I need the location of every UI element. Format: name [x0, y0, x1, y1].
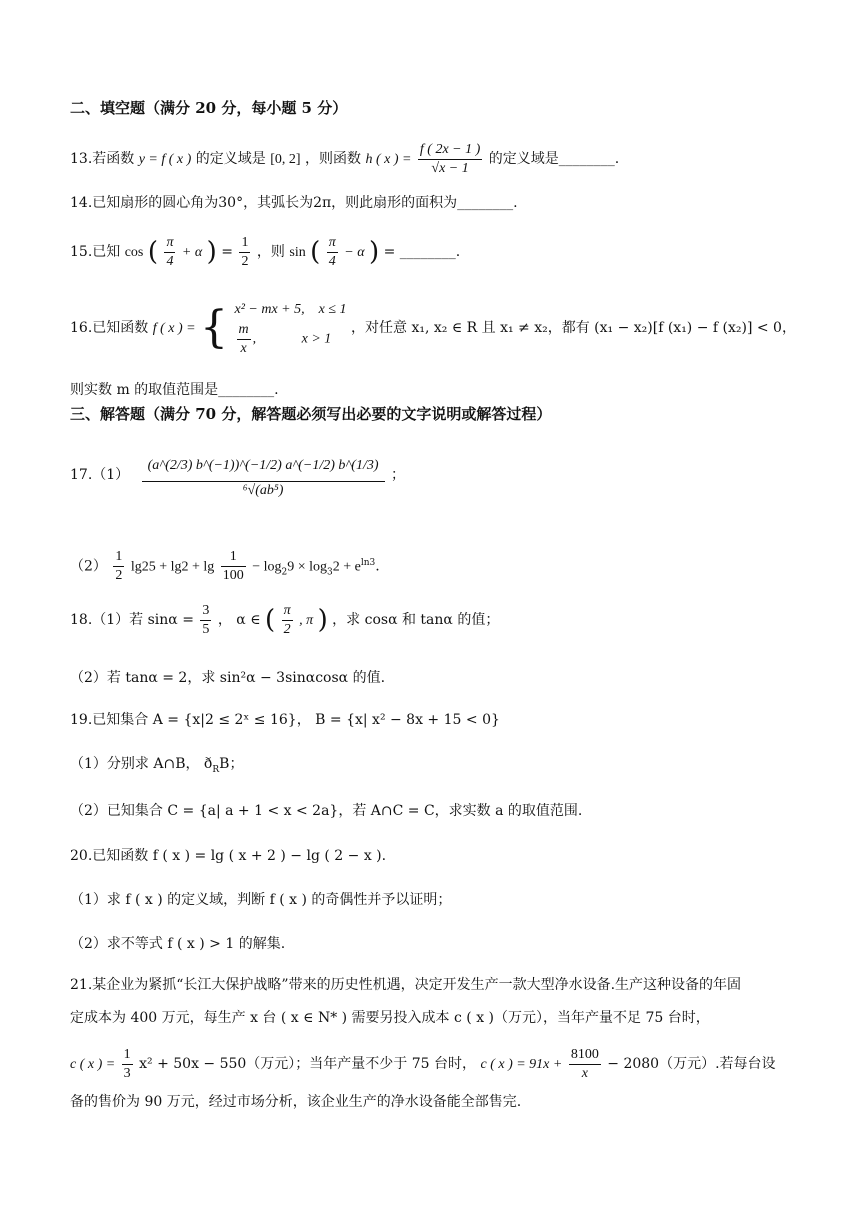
question-text: B； — [219, 756, 244, 772]
denominator: 2 — [115, 568, 123, 584]
question-text: ，求 cosα 和 tanα 的值； — [332, 612, 500, 628]
numerator: π — [327, 234, 338, 253]
section-heading: 三、解答题（满分 70 分，解答题必须写出必要的文字说明或解答过程） — [70, 405, 552, 423]
denominator: √x − 1 — [431, 160, 469, 176]
numerator: 3 — [200, 602, 211, 621]
paren-open: ( — [147, 237, 158, 267]
question-19-part1 — [70, 754, 243, 780]
question-16 — [70, 298, 796, 359]
fraction — [418, 141, 482, 178]
math-expr: 9 × log — [287, 559, 328, 575]
question-text: ，对任意 x₁, x₂ ∈ R 且 x₁ ≠ x₂，都有 (x₁ − x₂)[f (x₁) − f (x₂)] < 0， — [351, 320, 796, 336]
question-text: 16.已知函数 — [70, 320, 149, 336]
question-21-line3 — [70, 1042, 776, 1087]
denominator: 100 — [222, 568, 244, 584]
question-text: 15.已知 — [70, 244, 121, 260]
denominator: ⁶√(ab⁵) — [242, 482, 284, 498]
question-20-part2: （2）求不等式 f ( x ) > 1 的解集. — [70, 936, 286, 952]
question-text: 18.（1）若 sinα = — [70, 612, 194, 628]
math-expr: cos — [124, 245, 144, 260]
denominator: 4 — [166, 253, 174, 269]
fraction — [221, 548, 246, 585]
numerator: 1 — [221, 548, 246, 567]
question-text: 的定义域是________. — [488, 151, 620, 167]
question-text: − 2080（万元）.若每台设 — [607, 1056, 776, 1072]
math-expr: + α — [181, 245, 203, 260]
question-text: ，则 — [256, 244, 285, 260]
numerator: (a^(2/3) b^(−1))^(−1/2) a^(−1/2) b^(1/3) — [142, 451, 385, 482]
denominator: 5 — [202, 621, 210, 637]
paren-close: ) — [317, 605, 328, 635]
math-expr: sin — [289, 245, 306, 260]
question-text: x² + 50x − 550（万元）；当年产量不少于 75 台时， — [139, 1056, 477, 1072]
question-16-line2: 则实数 m 的取值范围是________. — [70, 382, 279, 398]
denominator: x — [581, 1065, 588, 1081]
math-expr: f ( x ) = — [152, 321, 196, 336]
denominator: 4 — [328, 253, 336, 269]
denominator: 3 — [123, 1065, 131, 1081]
fraction — [569, 1046, 601, 1083]
fraction — [164, 234, 175, 271]
fraction — [239, 234, 250, 271]
math-expr: [0, 2] — [270, 152, 301, 167]
fraction — [142, 451, 385, 500]
question-text: 的定义域是 — [195, 151, 266, 167]
fraction — [113, 548, 124, 585]
exponent: ln3 — [360, 558, 376, 568]
numerator: 8100 — [569, 1046, 601, 1065]
question-text: ， α ∈ — [217, 612, 261, 628]
case-1 — [235, 299, 347, 321]
math-expr: lg25 + lg2 + lg — [130, 559, 215, 575]
question-21-line4: 备的售价为 90 万元，经过市场分析，该企业生产的净水设备能全部售完. — [70, 1094, 522, 1110]
case-cond: x ≤ 1 — [318, 301, 347, 317]
section-heading: 二、填空题（满分 20 分，每小题 5 分） — [70, 99, 348, 117]
question-20: 20.已知函数 f ( x ) = lg ( x + 2 ) − lg ( 2 − x ). — [70, 848, 387, 864]
question-21-line1: 21.某企业为紧抓“长江大保护战略”带来的历史性机遇，决定开发生产一款大型净水设备.生产这种设备的年固 — [70, 977, 742, 993]
fraction — [200, 602, 211, 639]
question-text: ； — [390, 467, 405, 483]
numerator: π — [164, 234, 175, 253]
question-18-part1 — [70, 598, 499, 643]
math-expr: c ( x ) = — [70, 1057, 116, 1072]
math-expr: y = f ( x ) — [138, 152, 192, 167]
numerator: 1 — [239, 234, 250, 253]
question-17-part1 — [70, 445, 405, 505]
question-20-part1: （1）求 f ( x ) 的定义域，判断 f ( x ) 的奇偶性并予以证明； — [70, 892, 452, 908]
numerator: f ( 2x − 1 ) — [418, 141, 482, 160]
question-21-line2: 定成本为 400 万元，每生产 x 台 ( x ∈ N* ) 需要另投入成本 c ( x )（万元），当年产量不足 75 台时， — [70, 1010, 710, 1026]
question-text: （1）分别求 A∩B， ð — [70, 756, 213, 772]
paren-open: ( — [310, 237, 321, 267]
math-expr: h ( x ) = — [365, 152, 412, 167]
numerator: 1 — [113, 548, 124, 567]
paren-open: ( — [265, 605, 276, 635]
fraction — [282, 602, 293, 639]
numerator: m — [237, 321, 251, 340]
paren-close: ) — [369, 237, 380, 267]
question-19: 19.已知集合 A = {x|2 ≤ 2ˣ ≤ 16}， B = {x| x² − 8x + 15 < 0} — [70, 712, 500, 728]
denominator: 2 — [283, 621, 291, 637]
piecewise-cases — [235, 299, 347, 358]
fraction — [327, 234, 338, 271]
question-18-part2: （2）若 tanα = 2，求 sin²α − 3sinαcosα 的值. — [70, 670, 386, 686]
case-cond: x > 1 — [301, 331, 332, 347]
question-text: ，则函数 — [305, 151, 361, 167]
math-expr: − log — [252, 559, 282, 575]
math-expr: , π — [299, 613, 314, 628]
question-text: 13.若函数 — [70, 151, 135, 167]
question-text: . — [375, 558, 380, 575]
math-expr: c ( x ) = 91x + — [480, 1057, 563, 1072]
question-17-part2: （2） $\frac{1}{2}$ lg25 + lg2 + lg $\frac{1}{100}$ − $\log_29 \times \log_32 + e^{ln3}$. — [70, 549, 380, 584]
question-13 — [70, 140, 619, 179]
denominator: 2 — [241, 253, 249, 269]
question-text: = ________. — [383, 244, 461, 260]
question-19-part2: （2）已知集合 C = {a| a + 1 < x < 2a}，若 A∩C = C，求实数 a 的取值范围. — [70, 803, 583, 819]
fraction — [122, 1046, 133, 1083]
question-15 — [70, 232, 460, 273]
math-expr: 2 + e — [332, 559, 361, 575]
numerator: 1 — [122, 1046, 133, 1065]
math-expr: = — [221, 244, 234, 260]
subscript: R — [212, 764, 220, 775]
numerator: π — [282, 602, 293, 621]
paren-close: ) — [206, 237, 217, 267]
case-2: $\frac{m}{x}$ , x > 1 — [238, 321, 332, 356]
denominator: x — [240, 340, 247, 356]
brace: { — [200, 302, 229, 353]
question-text: （2） — [70, 558, 107, 575]
question-14: 14.已知扇形的圆心角为30°，其弧长为2π，则此扇形的面积为________. — [70, 195, 518, 211]
fraction — [237, 321, 251, 358]
case-expr: x² − mx + 5, — [234, 301, 305, 317]
question-text: 17.（1） — [70, 467, 130, 483]
math-expr: − α — [344, 245, 365, 260]
